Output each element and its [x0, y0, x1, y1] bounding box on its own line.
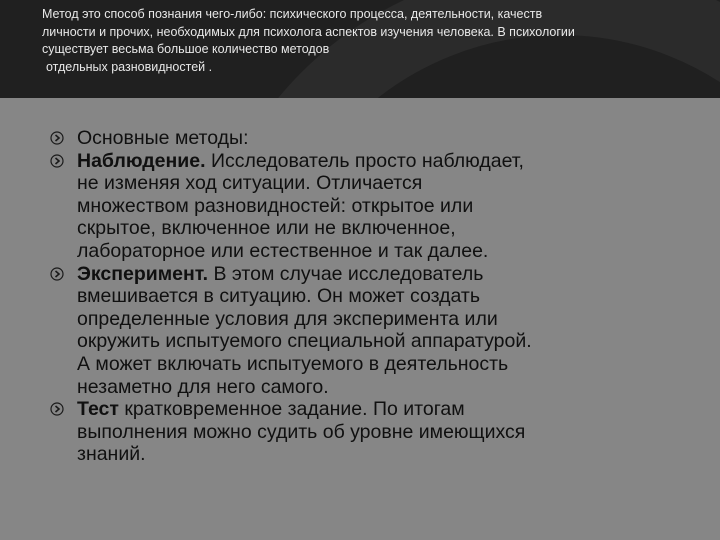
- list-item-text: определенные условия для эксперимента или: [77, 307, 498, 330]
- list-item-text: окружить испытуемого специальной аппаратурой.: [77, 330, 532, 353]
- list-item-main-methods: [50, 127, 690, 150]
- list-item-experiment: [50, 263, 690, 399]
- term-test: Тест: [77, 398, 119, 421]
- list-item-text: лабораторное или естественное и так далее.: [77, 239, 489, 262]
- intro-line: личности и прочих, необходимых для психолога аспектов изучения человека. В психологии: [42, 24, 575, 39]
- intro-line: существует весьма большое количество методов: [42, 42, 330, 56]
- list-item-text: скрытое, включенное или не включенное,: [77, 217, 456, 240]
- list-item-text: выполнения можно судить об уровне имеющихся: [77, 420, 526, 443]
- list-item-text: А может включать испытуемого в деятельность: [77, 352, 509, 375]
- list-item-text: кратковременное задание. По итогам: [118, 398, 465, 421]
- list-item-text: В этом случае исследователь: [208, 262, 484, 285]
- list-item-text: не изменяя ход ситуации. Отличается: [77, 172, 423, 195]
- term-observation: Наблюдение.: [77, 149, 206, 172]
- term-experiment: Эксперимент.: [77, 262, 209, 285]
- intro-text: [42, 6, 702, 76]
- circled-chevron-right-icon: [50, 131, 64, 145]
- list-item-text: множеством разновидностей: открытое или: [77, 194, 474, 217]
- methods-list: [50, 127, 690, 466]
- list-item-test: [50, 398, 690, 466]
- circled-chevron-right-icon: [50, 154, 64, 168]
- list-item-text: знаний.: [77, 443, 146, 466]
- intro-line: отдельных разновидностей .: [46, 59, 213, 74]
- list-item-observation: [50, 150, 690, 263]
- intro-line: Метод это способ познания чего-либо: психического процесса, деятельности, качеств: [42, 7, 543, 21]
- list-item-text: вмешивается в ситуацию. Он может создать: [77, 285, 480, 308]
- list-item-text: незаметно для него самого.: [77, 375, 329, 398]
- list-item-text: Основные методы:: [77, 127, 249, 149]
- circled-chevron-right-icon: [50, 402, 64, 416]
- circled-chevron-right-icon: [50, 267, 64, 281]
- list-item-text: Исследователь просто наблюдает,: [205, 149, 524, 172]
